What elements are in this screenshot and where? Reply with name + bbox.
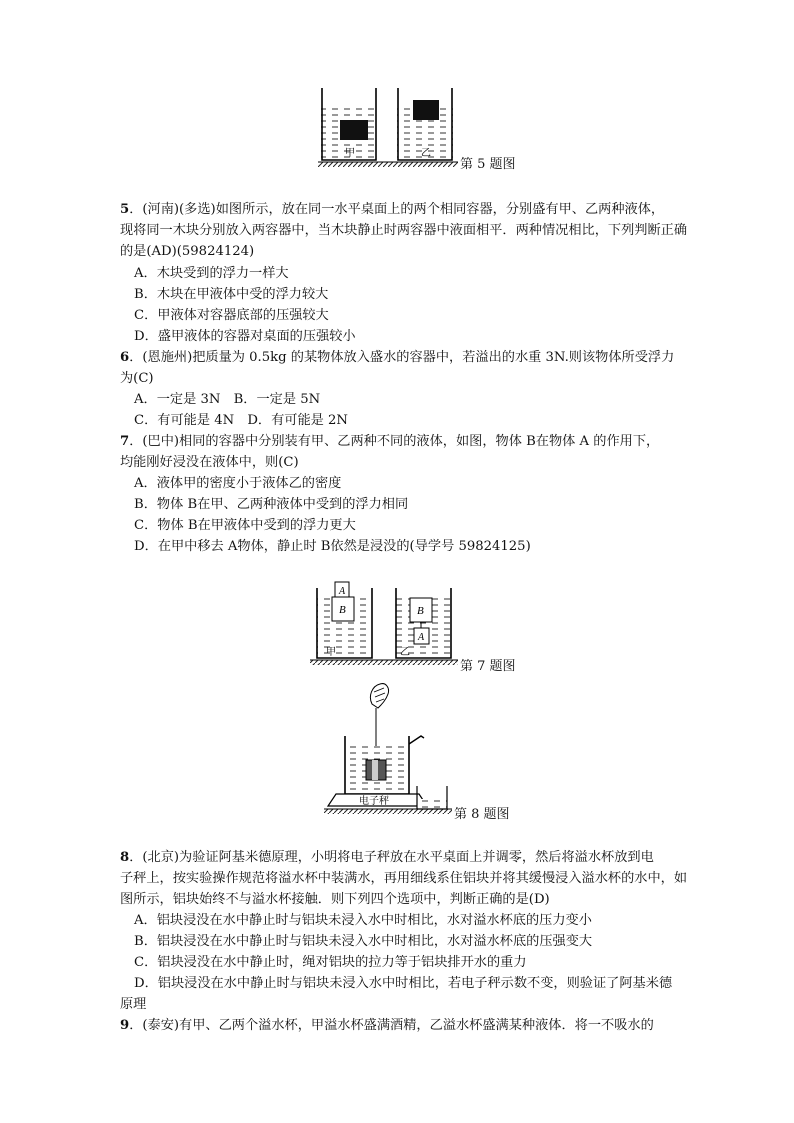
q8-option-c: C．铝块浸没在水中静止时，绳对铝块的拉力等于铝块排开水的重力 (134, 955, 527, 970)
figure-7-caption: 第 7 题图 (460, 659, 516, 674)
label-yi: 乙 (421, 148, 431, 159)
figure-8 (324, 678, 454, 820)
q9-line-1: 9．(泰安)有甲、乙两个溢水杯，甲溢水杯盛满酒精，乙溢水杯盛满某种液体．将一不吸水的 (120, 1018, 654, 1033)
q6-option-cd: C．有可能是 4N D．有可能是 2N (134, 413, 348, 428)
hand-icon (370, 684, 388, 708)
q6-option-ab: A．一定是 3N B．一定是 5N (134, 392, 321, 407)
table-surface (318, 162, 458, 167)
q8-option-a: A．铝块浸没在水中静止时与铝块未浸入水中时相比，水对溢水杯底的压力变小 (134, 913, 592, 928)
label-b-right: B (417, 605, 424, 617)
q7-option-c: C．物体 B在甲液体中受到的浮力更大 (134, 518, 356, 533)
q7-number: 7 (120, 434, 130, 449)
table-surface (324, 809, 452, 814)
figure-5-caption: 第 5 题图 (460, 157, 516, 172)
label-a-right: A (418, 632, 425, 643)
wood-block-right (413, 100, 439, 120)
q8-option-d: D．铝块浸没在水中静止时与铝块未浸入水中时相比，若电子秤示数不变，则验证了阿基米德 (134, 976, 673, 991)
label-b-left: B (339, 604, 346, 616)
q5-number: 5 (120, 202, 130, 217)
q8-line-3: 图所示，铝块始终不与溢水杯接触．则下列四个选项中，判断正确的是(D) (120, 892, 550, 907)
scale-label: 电子秤 (359, 796, 389, 807)
q8-option-b: B．铝块浸没在水中静止时与铝块未浸入水中时相比，水对溢水杯底的压强变大 (134, 934, 593, 949)
figure-5 (318, 82, 460, 174)
label-jia: 甲 (326, 647, 336, 658)
q7-line-2: 均能刚好浸没在液体中，则(C) (120, 455, 299, 470)
q5-line-2: 现将同一木块分别放入两容器中，当木块静止时两容器中液面相平．两种情况相比，下列判断正确 (120, 223, 688, 238)
table-surface (310, 660, 458, 665)
q5-option-d: D．盛甲液体的容器对桌面的压强较小 (134, 329, 356, 344)
q7-option-b: B．物体 B在甲、乙两种液体中受到的浮力相同 (134, 497, 409, 512)
spout (409, 736, 424, 744)
q8-line-1: 8．(北京)为验证阿基米德原理，小明将电子秤放在水平桌面上并调零，然后将溢水杯放到电 (120, 850, 654, 865)
label-a-left: A (339, 586, 346, 597)
q5-line-1: 5．(河南)(多选)如图所示，放在同一水平桌面上的两个相同容器，分别盛有甲、乙两种液体， (120, 202, 665, 217)
q6-line-1: 6．(恩施州)把质量为 0.5kg 的某物体放入盛水的容器中，若溢出的水重 3N.则该物体所受浮力 (120, 350, 675, 365)
q5-option-a: A．木块受到的浮力一样大 (134, 266, 289, 281)
q6-line-2: 为(C) (120, 371, 154, 386)
q7-option-a: A．液体甲的密度小于液体乙的密度 (134, 476, 342, 491)
q6-number: 6 (120, 350, 130, 365)
figure-7 (310, 578, 460, 670)
label-yi: 乙 (400, 647, 410, 658)
q5-option-b: B．木块在甲液体中受的浮力较大 (134, 287, 329, 302)
figure-8-caption: 第 8 题图 (454, 807, 510, 822)
label-jia: 甲 (345, 148, 355, 159)
q7-line-1: 7．(巴中)相同的容器中分别装有甲、乙两种不同的液体，如图，物体 B在物体 A 的作用下， (120, 434, 660, 449)
q8-number: 8 (120, 850, 130, 865)
q5-option-c: C．甲液体对容器底部的压强较大 (134, 308, 329, 323)
q5-line-3: 的是(AD)(59824124) (120, 244, 255, 259)
q8-line-2: 子秤上，按实验操作规范将溢水杯中装满水，再用细线系住铝块并将其缓慢浸入溢水杯的水中，如 (120, 871, 688, 886)
wood-block-left (340, 120, 368, 140)
q8-option-d-cont: 原理 (120, 997, 147, 1012)
q9-number: 9 (120, 1018, 130, 1033)
q7-option-d: D．在甲中移去 A物体，静止时 B依然是浸没的(导学号 59824125) (134, 539, 531, 554)
